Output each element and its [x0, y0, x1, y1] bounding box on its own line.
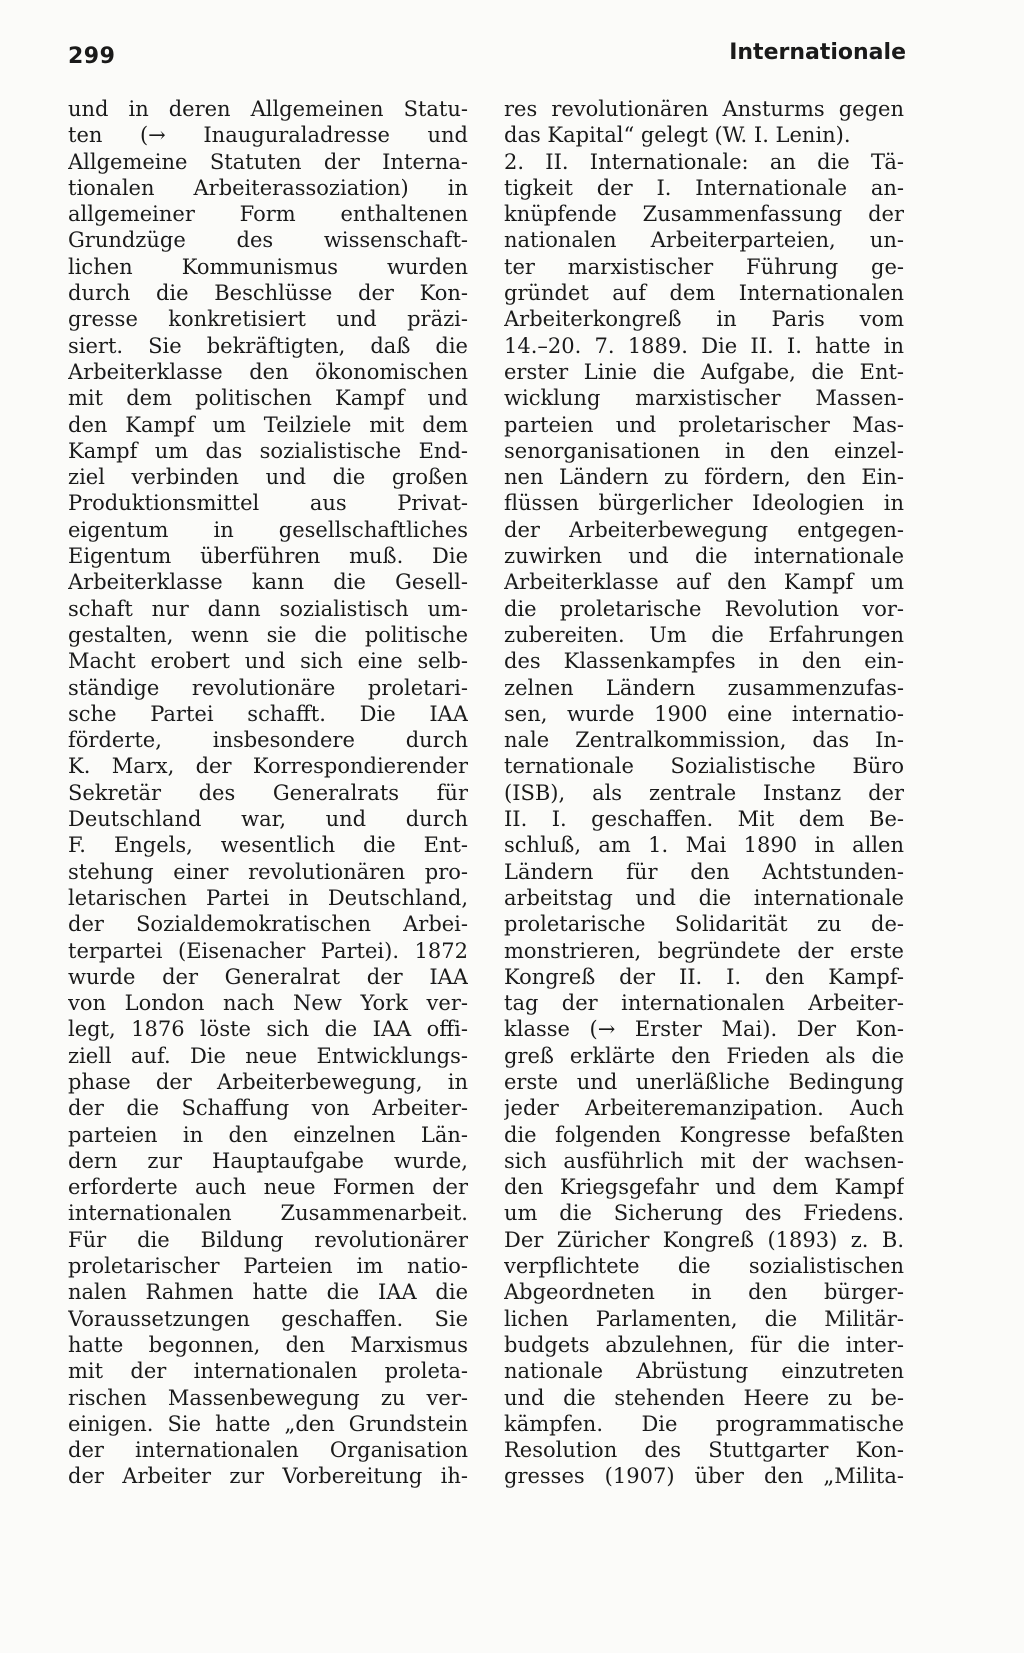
text-line: internationalen Zusammenarbeit.: [68, 1201, 468, 1226]
text-line: des Klassenkampfes in den ein-: [504, 649, 904, 674]
page-number: 299: [68, 44, 116, 69]
text-line: eigentum in gesellschaftliches: [68, 517, 468, 542]
text-line: die proletarische Revolution vor-: [504, 596, 904, 621]
text-line: tionalen Arbeiterassoziation) in: [68, 175, 468, 200]
text-line: Arbeiterkongreß in Paris vom: [504, 307, 904, 332]
text-line: Sekretär des Generalrats für: [68, 780, 468, 805]
text-line: rischen Massenbewegung zu ver-: [68, 1385, 468, 1410]
text-line: terpartei (Eisenacher Partei). 1872: [68, 938, 468, 963]
text-line: knüpfende Zusammenfassung der: [504, 202, 904, 227]
text-line: parteien und proletarischer Mas-: [504, 412, 904, 437]
text-line: Kampf um das sozialistische End-: [68, 438, 468, 463]
text-line: ternationale Sozialistische Büro: [504, 754, 904, 779]
text-line: siert. Sie bekräftigten, daß die: [68, 333, 468, 358]
text-line: senorganisationen in den einzel-: [504, 438, 904, 463]
text-line: greß erklärte den Frieden als die: [504, 1043, 904, 1068]
text-line: Arbeiterklasse auf den Kampf um: [504, 570, 904, 595]
left-column: [68, 96, 468, 1490]
text-line: ter marxistischer Führung ge-: [504, 254, 904, 279]
text-line: das Kapital“ gelegt (W. I. Lenin).: [504, 123, 851, 148]
text-line: und in deren Allgemeinen Statu-: [68, 97, 468, 121]
text-line: (ISB), als zentrale Instanz der: [504, 780, 904, 805]
text-line: K. Marx, der Korrespondierender: [68, 754, 468, 779]
text-line: der die Schaffung von Arbeiter-: [68, 1096, 468, 1121]
text-line: und die stehenden Heere zu be-: [504, 1385, 904, 1410]
text-line: mit dem politischen Kampf und: [68, 386, 468, 411]
text-line: nen Ländern zu fördern, den Ein-: [504, 465, 904, 490]
text-line: zelnen Ländern zusammenzufas-: [504, 675, 904, 700]
text-line: Macht erobert und sich eine selb-: [68, 649, 468, 674]
text-line: allgemeiner Form enthaltenen: [68, 202, 468, 227]
text-line: wurde der Generalrat der IAA: [68, 964, 468, 989]
text-line: dern zur Hauptaufgabe wurde,: [68, 1148, 468, 1173]
text-line: erforderte auch neue Formen der: [68, 1175, 468, 1200]
text-line: monstrieren, begründete der erste: [504, 938, 904, 963]
text-line: sich ausführlich mit der wachsen-: [504, 1148, 904, 1173]
text-line: lichen Parlamenten, die Militär-: [504, 1306, 904, 1331]
text-line: legt, 1876 löste sich die IAA offi-: [68, 1017, 468, 1042]
text-line: nationalen Arbeiterparteien, un-: [504, 228, 904, 253]
running-head: Internationale: [729, 40, 906, 65]
text-line: 2. II. Internationale: an die Tä-: [504, 149, 904, 174]
text-line: förderte, insbesondere durch: [68, 728, 468, 753]
text-line: gründet auf dem Internationalen: [504, 281, 904, 306]
text-line: nationale Abrüstung einzutreten: [504, 1359, 904, 1384]
text-line: Produktionsmittel aus Privat-: [68, 491, 468, 516]
text-line: sche Partei schafft. Die IAA: [68, 701, 468, 726]
text-line: der Arbeiter zur Vorbereitung ih-: [68, 1464, 468, 1489]
text-line: proletarischer Parteien im natio-: [68, 1254, 468, 1279]
text-line: res revolutionären Ansturms gegen: [504, 97, 904, 121]
text-line: wicklung marxistischer Massen-: [504, 386, 904, 411]
text-line: um die Sicherung des Friedens.: [504, 1201, 904, 1226]
text-line: Für die Bildung revolutionärer: [68, 1227, 468, 1252]
text-line: kämpfen. Die programmatische: [504, 1411, 904, 1436]
text-line: lichen Kommunismus wurden: [68, 254, 468, 279]
text-line: phase der Arbeiterbewegung, in: [68, 1069, 468, 1094]
text-line: einigen. Sie hatte „den Grundstein: [68, 1411, 468, 1436]
text-line: von London nach New York ver-: [68, 991, 468, 1016]
text-line: stehung einer revolutionären pro-: [68, 859, 468, 884]
text-line: schluß, am 1. Mai 1890 in allen: [504, 833, 904, 858]
text-line: durch die Beschlüsse der Kon-: [68, 281, 468, 306]
text-line: flüssen bürgerlicher Ideologien in: [504, 491, 904, 516]
text-line: gestalten, wenn sie die politische: [68, 622, 468, 647]
text-line: der Sozialdemokratischen Arbei-: [68, 912, 468, 937]
text-line: tigkeit der I. Internationale an-: [504, 175, 904, 200]
text-line: der Arbeiterbewegung entgegen-: [504, 517, 904, 542]
text-line: F. Engels, wesentlich die Ent-: [68, 833, 468, 858]
text-line: Voraussetzungen geschaffen. Sie: [68, 1306, 468, 1331]
text-line: verpflichtete die sozialistischen: [504, 1254, 904, 1279]
text-line: jeder Arbeiteremanzipation. Auch: [504, 1096, 904, 1121]
text-line: tag der internationalen Arbeiter-: [504, 991, 904, 1016]
text-line: Arbeiterklasse kann die Gesell-: [68, 570, 468, 595]
text-line: den Kriegsgefahr und dem Kampf: [504, 1175, 904, 1200]
text-line: proletarische Solidarität zu de-: [504, 912, 904, 937]
right-column: [504, 96, 904, 1490]
text-line: Deutschland war, und durch: [68, 807, 468, 832]
text-line: parteien in den einzelnen Län-: [68, 1122, 468, 1147]
text-line: ziel verbinden und die großen: [68, 465, 468, 490]
text-line: 14.–20. 7. 1889. Die II. I. hatte in: [504, 333, 904, 358]
text-line: erster Linie die Aufgabe, die Ent-: [504, 359, 904, 384]
text-line: II. I. geschaffen. Mit dem Be-: [504, 807, 904, 832]
text-line: ständige revolutionäre proletari-: [68, 675, 468, 700]
text-line: arbeitstag und die internationale: [504, 885, 904, 910]
text-line: budgets abzulehnen, für die inter-: [504, 1332, 904, 1357]
text-line: Arbeiterklasse den ökonomischen: [68, 359, 468, 384]
text-line: nalen Rahmen hatte die IAA die: [68, 1280, 468, 1305]
text-line: Eigentum überführen muß. Die: [68, 544, 468, 569]
text-line: mit der internationalen proleta-: [68, 1359, 468, 1384]
text-line: hatte begonnen, den Marxismus: [68, 1332, 468, 1357]
text-line: letarischen Partei in Deutschland,: [68, 885, 468, 910]
text-line: ziell auf. Die neue Entwicklungs-: [68, 1043, 468, 1068]
text-line: zubereiten. Um die Erfahrungen: [504, 622, 904, 647]
text-line: erste und unerläßliche Bedingung: [504, 1069, 904, 1094]
text-line: der internationalen Organisation: [68, 1438, 468, 1463]
text-line: Resolution des Stuttgarter Kon-: [504, 1438, 904, 1463]
text-line: den Kampf um Teilziele mit dem: [68, 412, 468, 437]
text-line: nale Zentralkommission, das In-: [504, 728, 904, 753]
text-line: Grundzüge des wissenschaft-: [68, 228, 468, 253]
text-line: Ländern für den Achtstunden-: [504, 859, 904, 884]
text-line: Kongreß der II. I. den Kampf-: [504, 964, 904, 989]
text-line: Allgemeine Statuten der Interna-: [68, 149, 468, 174]
text-line: Abgeordneten in den bürger-: [504, 1280, 904, 1305]
text-line: schaft nur dann sozialistisch um-: [68, 596, 468, 621]
text-line: ten (→ Inauguraladresse und: [68, 123, 468, 148]
text-line: gresse konkretisiert und präzi-: [68, 307, 468, 332]
text-line: Der Züricher Kongreß (1893) z. B.: [504, 1227, 904, 1252]
text-line: sen, wurde 1900 eine internatio-: [504, 701, 904, 726]
text-line: gresses (1907) über den „Milita-: [504, 1464, 904, 1489]
text-line: klasse (→ Erster Mai). Der Kon-: [504, 1017, 904, 1042]
text-line: die folgenden Kongresse befaßten: [504, 1122, 904, 1147]
text-line: zuwirken und die internationale: [504, 544, 904, 569]
